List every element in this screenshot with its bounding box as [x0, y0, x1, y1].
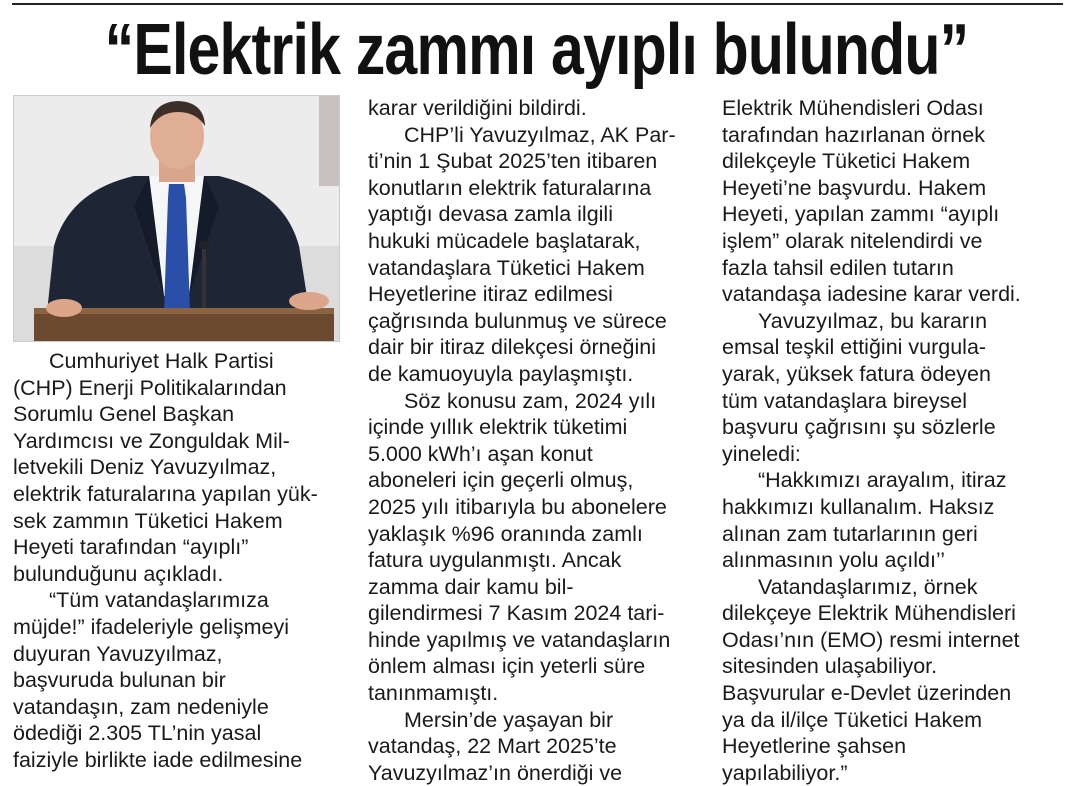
text-line: Yavuzyılmaz, bu kararın — [758, 308, 988, 333]
text-line: bulunduğunu açıkladı. — [13, 561, 224, 586]
text-line: Heyeti’ne başvurdu. Hakem — [722, 175, 987, 200]
text-line: müjde!” ifadeleriyle gelişmeyi — [13, 614, 290, 639]
text-line: Heyetlerine şahsen — [722, 734, 907, 759]
text-line: işlem” olarak nitelendirdi ve — [722, 228, 983, 253]
text-line: aboneleri için geçerli olmuş, — [368, 468, 634, 493]
text-line: önlem alması için yeterli süre — [368, 654, 646, 679]
paragraph — [368, 707, 698, 786]
text-line: Yardımcısı ve Zonguldak Mil- — [13, 428, 290, 453]
text-line: başvuruda bulunan bir — [13, 668, 226, 693]
text-line: hukuki mücadele başlatarak, — [368, 228, 641, 253]
paragraph — [722, 95, 1062, 308]
text-line: Heyeti tarafından “ayıplı” — [13, 535, 249, 560]
article-column-1 — [13, 95, 343, 774]
text-line: yapılabiliyor.” — [722, 760, 848, 785]
text-line: konutların elektrik faturalarına — [368, 175, 652, 200]
paragraph — [722, 574, 1062, 786]
paragraph — [13, 348, 343, 587]
paragraph — [368, 388, 698, 707]
paragraph — [368, 122, 698, 388]
text-line: emsal teşkil ettiğini vurgula- — [722, 335, 987, 360]
text-line: de kamuoyuyla paylaşmıştı. — [368, 361, 634, 386]
text-line: sitesinden ulaşabiliyor. — [722, 654, 938, 679]
text-line: vatandaşlara Tüketici Hakem — [368, 255, 645, 280]
text-line: dair bir itiraz dilekçesi örneğini — [368, 335, 656, 360]
text-line: letvekili Deniz Yavuzyılmaz, — [13, 455, 277, 480]
text-line: dilekçeyle Tüketici Hakem — [722, 149, 971, 174]
text-line: çağrısında bulunmuş ve sürece — [368, 308, 667, 333]
text-line: 5.000 kWh’ı aşan konut — [368, 441, 593, 466]
text-line: içinde yıllık elektrik tüketimi — [368, 415, 628, 440]
text-line: vatandaşa iadesine karar verdi. — [722, 282, 1021, 307]
text-line: ya da il/ilçe Tüketici Hakem — [722, 707, 983, 732]
text-line: hinde yapılmış ve vatandaşların — [368, 627, 671, 652]
text-line: hakkımızı kullanalım. Haksız — [722, 494, 995, 519]
text-line: Heyetlerine itiraz edilmesi — [368, 282, 613, 307]
text-line: Elektrik Mühendisleri Odası — [722, 96, 984, 120]
text-line: Mersin’de yaşayan bir — [404, 707, 614, 732]
text-line: Yavuzyılmaz’ın önerdiği ve — [368, 760, 623, 785]
text-line: gilendirmesi 7 Kasım 2024 tari- — [368, 601, 665, 626]
quote-paragraph — [722, 467, 1062, 573]
text-line: (CHP) Enerji Politikalarından — [13, 375, 287, 400]
text-line: Vatandaşlarımız, örnek — [758, 574, 978, 599]
text-line: Söz konusu zam, 2024 yılı — [404, 388, 657, 413]
text-line: tanınmamıştı. — [368, 681, 499, 706]
headline: “Elektrik zammı ayıplı bulundu” — [104, 10, 969, 90]
text-line: Başvurular e-Devlet üzerinden — [722, 681, 1012, 706]
text-line: zamma dair kamu bil- — [368, 574, 574, 599]
text-line: “Hakkımızı arayalım, itiraz — [758, 468, 1007, 493]
paragraph — [722, 308, 1062, 468]
text-line: “Tüm vatandaşlarımıza — [49, 588, 269, 613]
text-line: sek zammın Tüketici Hakem — [13, 508, 283, 533]
text-line: yarak, yüksek fatura ödeyen — [722, 361, 991, 386]
text-line: karar verildiğini bildirdi. — [368, 96, 587, 120]
text-line: alınan zam tutarlarının geri — [722, 521, 978, 546]
text-line: fazla tahsil edilen tutarın — [722, 255, 954, 280]
text-line: tarafından hazırlanan örnek — [722, 122, 985, 147]
text-line: Heyeti, yapılan zammı “ayıplı — [722, 202, 1000, 227]
text-line: yineledi: — [722, 441, 801, 466]
text-line: yaptığı devasa zamla ilgili — [368, 202, 613, 227]
article-column-2 — [368, 95, 698, 786]
text-line: duyuran Yavuzyılmaz, — [13, 641, 223, 666]
text-line: başvuru çağrısını şu sözlerle — [722, 415, 996, 440]
text-line: Cumhuriyet Halk Partisi — [49, 349, 274, 373]
text-line: faiziyle birlikte iade edilmesine — [13, 747, 303, 772]
paragraph — [368, 95, 698, 122]
article-column-3 — [722, 95, 1062, 786]
text-line: fatura uygulanmıştı. Ancak — [368, 548, 622, 573]
paragraph — [13, 587, 343, 773]
text-line: vatandaş, 22 Mart 2025’te — [368, 734, 617, 759]
text-line: CHP’li Yavuzyılmaz, AK Par- — [404, 122, 676, 147]
text-line: yaklaşık %96 oranında zamlı — [368, 521, 643, 546]
politician-at-podium-photo — [13, 95, 340, 342]
text-line: tüm vatandaşlara bireysel — [722, 388, 967, 413]
text-line: vatandaşın, zam nedeniyle — [13, 694, 269, 719]
top-rule — [12, 3, 1063, 5]
text-line: Sorumlu Genel Başkan — [13, 402, 235, 427]
text-line: ödediği 2.305 TL’nin yasal — [13, 721, 262, 746]
text-line: 2025 yılı itibarıyla bu abonelere — [368, 494, 667, 519]
text-line: dilekçeye Elektrik Mühendisleri — [722, 601, 1016, 626]
text-line: elektrik faturalarına yapılan yük- — [13, 481, 318, 506]
text-line: Odası’nın (EMO) resmi internet — [722, 627, 1020, 652]
text-line: ti’nin 1 Şubat 2025’ten itibaren — [368, 149, 658, 174]
text-line: alınmasının yolu açıldı’’ — [722, 548, 946, 573]
